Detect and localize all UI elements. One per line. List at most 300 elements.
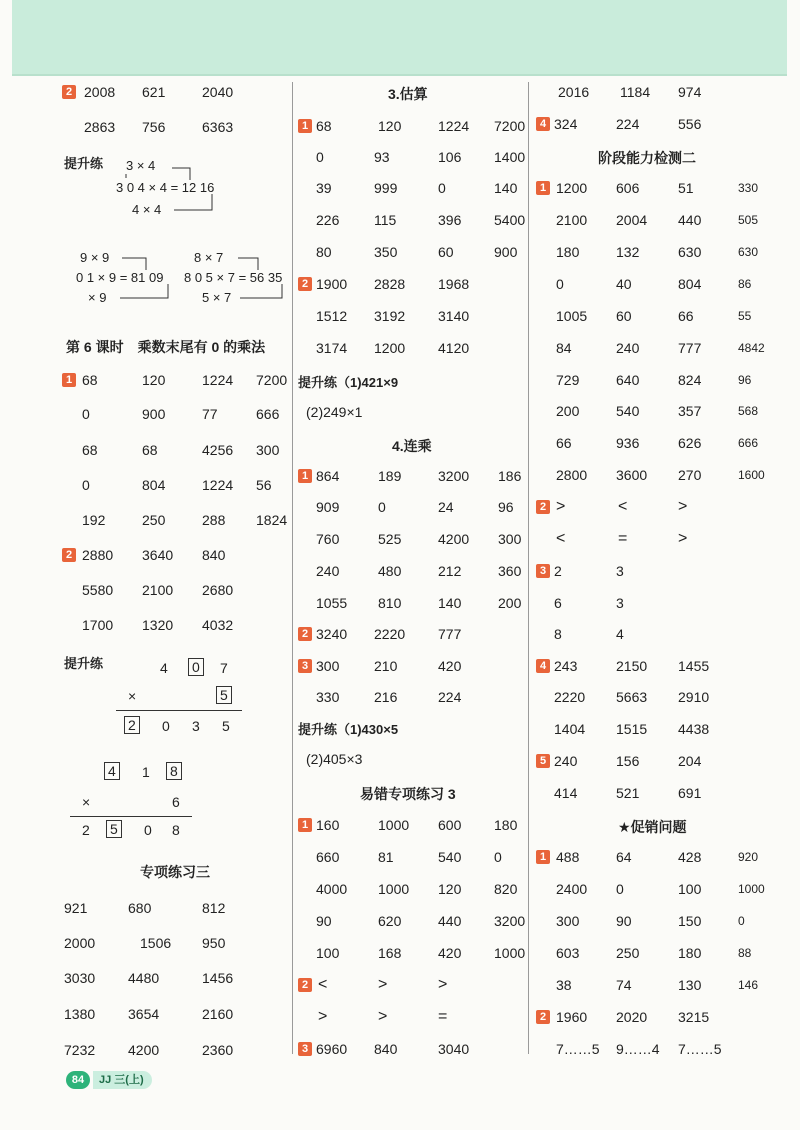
answer: 4120	[438, 340, 470, 356]
answer: 2910	[678, 689, 710, 705]
extension-answer: (2)405×3	[306, 751, 363, 767]
digit-boxed: 2	[124, 716, 140, 734]
answer: 100	[678, 881, 702, 897]
question-number-badge: 2	[62, 85, 76, 99]
vertical-multiplication	[70, 760, 210, 844]
answer: 24	[438, 499, 454, 515]
answer: 7……5	[556, 1041, 600, 1057]
answer: 77	[202, 406, 218, 422]
extension-label: 提升练	[64, 656, 104, 671]
answer: 4	[616, 626, 624, 642]
answer: 1224	[202, 477, 234, 493]
answer: 270	[678, 467, 702, 483]
answer: 1515	[616, 721, 648, 737]
answer: 620	[378, 913, 402, 929]
answer: 414	[554, 785, 578, 801]
answer: 900	[494, 244, 518, 260]
answer: 0	[438, 180, 446, 196]
answer: 936	[616, 435, 640, 451]
answer: 420	[438, 658, 462, 674]
answer: 0	[494, 849, 502, 865]
answer: 7200	[494, 118, 526, 134]
diagram-lines	[184, 250, 288, 310]
answer: 440	[438, 913, 462, 929]
section-title: 易错专项练习 3	[360, 786, 456, 802]
answer: 4200	[128, 1042, 160, 1058]
answer: 2000	[64, 935, 96, 951]
section-title: 4.连乘	[392, 438, 432, 454]
answer: 1700	[82, 617, 114, 633]
answer: 2680	[202, 582, 234, 598]
answer: 5580	[82, 582, 114, 598]
digit: 8	[172, 822, 180, 838]
answer: 920	[738, 850, 759, 864]
answer: 243	[554, 658, 578, 674]
answer: 168	[378, 945, 402, 961]
answer: 3654	[128, 1006, 160, 1022]
answer: 5400	[494, 212, 526, 228]
answer: 1000	[378, 881, 410, 897]
answer: 38	[556, 977, 572, 993]
answer: 200	[498, 595, 522, 611]
answer: 210	[374, 658, 398, 674]
answer: 189	[378, 468, 402, 484]
answer: 820	[494, 881, 518, 897]
answer: 1400	[494, 149, 526, 165]
answer: 2	[554, 563, 562, 579]
comparison-sign: >	[556, 498, 566, 515]
multiplication-diagram	[184, 250, 288, 310]
answer: 324	[554, 116, 578, 132]
answer: 2400	[556, 881, 588, 897]
page-number: 84	[66, 1071, 90, 1089]
question-number-badge: 1	[298, 469, 312, 483]
answer: 680	[128, 900, 152, 916]
answer: 921	[64, 900, 88, 916]
answer: 974	[678, 84, 702, 100]
answer: 428	[678, 849, 702, 865]
answer: 840	[374, 1041, 398, 1057]
question-number-badge: 3	[298, 1042, 312, 1056]
question-number-badge: 5	[536, 754, 550, 768]
answer: 4200	[438, 531, 470, 547]
answer: 1200	[556, 180, 588, 196]
answer: 1512	[316, 308, 348, 324]
answer: 630	[678, 244, 702, 260]
answer: 86	[738, 277, 752, 291]
answer: 3200	[438, 468, 470, 484]
answer: 777	[678, 340, 702, 356]
answer: 360	[498, 563, 522, 579]
answer: 300	[256, 442, 280, 458]
section-title: ★促销问题	[618, 819, 687, 835]
answer: 2220	[554, 689, 586, 705]
answer: 3140	[438, 308, 470, 324]
answer: 93	[374, 149, 390, 165]
question-number-badge: 1	[536, 850, 550, 864]
answer: 0	[556, 276, 564, 292]
answer: 1960	[556, 1009, 588, 1025]
answer: 330	[738, 181, 759, 195]
answer: 5663	[616, 689, 648, 705]
diagram-top: 9 × 9	[80, 250, 110, 265]
answer: 140	[494, 180, 518, 196]
answer: 9……4	[616, 1041, 660, 1057]
answer: 810	[378, 595, 402, 611]
answer: 115	[374, 212, 397, 228]
extension-answer: 提升练（1)421×9	[298, 375, 399, 390]
answer: 525	[378, 531, 402, 547]
answer: 56	[256, 477, 272, 493]
answer: 568	[738, 404, 759, 418]
answer: 224	[616, 116, 640, 132]
diagram-lines	[112, 158, 220, 228]
diagram-bottom: × 9	[88, 290, 107, 305]
answer: 3	[616, 595, 624, 611]
answer: 824	[678, 372, 702, 388]
answer: 4842	[738, 341, 765, 355]
digit: 2	[82, 822, 90, 838]
answer: 357	[678, 403, 702, 419]
answer: 1200	[374, 340, 406, 356]
answer: 40	[616, 276, 632, 292]
comparison-sign: <	[556, 530, 566, 547]
diagram-middle: 8 0 5 × 7 = 56 35	[184, 270, 283, 285]
answer: 350	[374, 244, 398, 260]
answer: 7232	[64, 1042, 96, 1058]
answer: 68	[82, 442, 98, 458]
answer: 130	[678, 977, 702, 993]
answer: 81	[378, 849, 394, 865]
answer: 300	[498, 531, 522, 547]
answer: 3174	[316, 340, 348, 356]
answer: 2100	[556, 212, 588, 228]
section-title: 专项练习三	[140, 864, 210, 880]
digit-boxed: 0	[188, 658, 204, 676]
answer: 640	[616, 372, 640, 388]
answer: 146	[738, 978, 759, 992]
answer: 3040	[438, 1041, 470, 1057]
answer: 2150	[616, 658, 648, 674]
question-number-badge: 3	[298, 659, 312, 673]
answer: 96	[498, 499, 514, 515]
column-divider	[292, 82, 293, 1054]
answer: 8	[554, 626, 562, 642]
answer: 6363	[202, 119, 234, 135]
answer: 240	[316, 563, 340, 579]
answer: 1600	[738, 468, 765, 482]
answer: 330	[316, 689, 340, 705]
rule-line	[70, 816, 192, 817]
answer: 1455	[678, 658, 710, 674]
comparison-sign: <	[618, 498, 628, 515]
answer: 68	[142, 442, 158, 458]
answer: 1000	[494, 945, 526, 961]
question-number-badge: 2	[298, 978, 312, 992]
answer: 1224	[438, 118, 470, 134]
question-number-badge: 1	[298, 818, 312, 832]
answer: 4480	[128, 970, 160, 986]
answer: 0	[738, 914, 745, 928]
digit: 0	[162, 718, 170, 734]
answer: 1000	[738, 882, 765, 896]
answer: 120	[378, 118, 402, 134]
multiplication-diagram	[72, 250, 174, 310]
digit: 4	[160, 660, 168, 676]
answer: 666	[256, 406, 280, 422]
digit-boxed: 4	[104, 762, 120, 780]
answer: 840	[202, 547, 226, 563]
extension-label: 提升练	[64, 156, 104, 171]
answer: 999	[374, 180, 398, 196]
answer: 2020	[616, 1009, 648, 1025]
answer: 1320	[142, 617, 174, 633]
answer: 2828	[374, 276, 406, 292]
answer: 6	[554, 595, 562, 611]
answer: 729	[556, 372, 580, 388]
question-number-badge: 1	[298, 119, 312, 133]
question-number-badge: 2	[62, 548, 76, 562]
diagram-bottom: 4 × 4	[132, 202, 162, 217]
answer: 0	[82, 477, 90, 493]
answer: 0	[316, 149, 324, 165]
answer: 420	[438, 945, 462, 961]
answer: 120	[142, 372, 166, 388]
answer: 0	[82, 406, 90, 422]
digit: 0	[144, 822, 152, 838]
diagram-bottom: 5 × 7	[202, 290, 232, 305]
diagram-lines	[72, 250, 174, 310]
answer: 2016	[558, 84, 590, 100]
digit-boxed: 5	[106, 820, 122, 838]
answer: 132	[616, 244, 640, 260]
book-label: JJ 三(上)	[93, 1071, 152, 1089]
comparison-sign: >	[318, 1008, 328, 1025]
answer: 64	[616, 849, 632, 865]
diagram-top: 3 × 4	[126, 158, 156, 173]
comparison-sign: >	[678, 530, 688, 547]
answer: 505	[738, 213, 759, 227]
answer: 1184	[620, 84, 651, 100]
answer: 0	[616, 881, 624, 897]
digit: 1	[142, 764, 150, 780]
answer: 3640	[142, 547, 174, 563]
answer: 606	[616, 180, 640, 196]
comparison-sign: >	[678, 498, 688, 515]
answer: 212	[438, 563, 462, 579]
digit: 5	[222, 718, 230, 734]
answer: 1900	[316, 276, 348, 292]
answer: 1968	[438, 276, 470, 292]
answer: 288	[202, 512, 226, 528]
answer: 68	[316, 118, 332, 134]
times-sign: ×	[128, 688, 137, 704]
answer: 396	[438, 212, 462, 228]
answer: 180	[556, 244, 580, 260]
question-number-badge: 1	[62, 373, 76, 387]
answer: 950	[202, 935, 226, 951]
answer: 200	[556, 403, 580, 419]
answer: 756	[142, 119, 166, 135]
answer: 300	[556, 913, 580, 929]
answer: 603	[556, 945, 580, 961]
question-number-badge: 2	[536, 500, 550, 514]
answer: 160	[316, 817, 340, 833]
question-number-badge: 1	[536, 181, 550, 195]
answer: 812	[202, 900, 226, 916]
answer: 691	[678, 785, 702, 801]
answer: 3192	[374, 308, 406, 324]
section-title: 3.估算	[388, 86, 428, 102]
answer: 1506	[140, 935, 172, 951]
answer: 540	[616, 403, 640, 419]
answer: 51	[678, 180, 694, 196]
question-number-badge: 2	[298, 277, 312, 291]
answer: 240	[616, 340, 640, 356]
answer: 2220	[374, 626, 406, 642]
answer: 226	[316, 212, 340, 228]
answer: 864	[316, 468, 340, 484]
answer: 100	[316, 945, 340, 961]
question-number-badge: 2	[298, 627, 312, 641]
comparison-sign: >	[438, 976, 448, 993]
answer: 96	[738, 373, 752, 387]
digit: 3	[192, 718, 200, 734]
comparison-sign: <	[318, 976, 328, 993]
diagram-middle: 0 1 × 9 = 81 09	[76, 270, 164, 285]
answer: 1824	[256, 512, 288, 528]
answer: 2360	[202, 1042, 234, 1058]
header-band	[12, 0, 787, 76]
answer: 90	[316, 913, 332, 929]
answer: 1380	[64, 1006, 96, 1022]
answer: 3200	[494, 913, 526, 929]
answer: 804	[678, 276, 702, 292]
answer: 777	[438, 626, 462, 642]
comparison-sign: >	[378, 1008, 388, 1025]
column-divider	[528, 82, 529, 1054]
answer: 0	[378, 499, 386, 515]
answer: 2863	[84, 119, 116, 135]
answer: 4256	[202, 442, 234, 458]
answer: 621	[142, 84, 166, 100]
answer: 4032	[202, 617, 234, 633]
answer: 3600	[616, 467, 648, 483]
lesson-title: 第 6 课时 乘数末尾有 0 的乘法	[66, 339, 266, 355]
answer: 180	[678, 945, 702, 961]
answer: 240	[554, 753, 578, 769]
answer: 4438	[678, 721, 710, 737]
answer: 4000	[316, 881, 348, 897]
answer: 1000	[378, 817, 410, 833]
extension-answer: (2)249×1	[306, 404, 363, 420]
answer: 2800	[556, 467, 588, 483]
answer: 2100	[142, 582, 174, 598]
answer: 55	[738, 309, 752, 323]
multiplication-diagram	[112, 158, 220, 228]
answer: 3215	[678, 1009, 710, 1025]
extension-answer: 提升练（1)430×5	[298, 722, 399, 737]
question-number-badge: 3	[536, 564, 550, 578]
answer: 3030	[64, 970, 96, 986]
answer: 60	[438, 244, 454, 260]
answer: 84	[556, 340, 572, 356]
answer: 1005	[556, 308, 588, 324]
answer: 900	[142, 406, 166, 422]
answer: 180	[494, 817, 518, 833]
times-sign: ×	[82, 794, 91, 810]
digit: 6	[172, 794, 180, 810]
answer: 540	[438, 849, 462, 865]
answer: 2160	[202, 1006, 234, 1022]
digit-boxed: 5	[216, 686, 232, 704]
answer: 760	[316, 531, 340, 547]
answer: 666	[738, 436, 759, 450]
answer: 106	[438, 149, 462, 165]
answer: 204	[678, 753, 702, 769]
answer: 909	[316, 499, 340, 515]
answer: 250	[616, 945, 640, 961]
answer: 1055	[316, 595, 348, 611]
answer: 120	[438, 881, 462, 897]
answer: 1456	[202, 970, 234, 986]
comparison-sign: =	[618, 530, 628, 547]
question-number-badge: 4	[536, 117, 550, 131]
answer: 60	[616, 308, 632, 324]
answer: 626	[678, 435, 702, 451]
answer: 440	[678, 212, 702, 228]
diagram-top: 8 × 7	[194, 250, 224, 265]
answer: 80	[316, 244, 332, 260]
answer: 660	[316, 849, 340, 865]
question-number-badge: 4	[536, 659, 550, 673]
answer: 66	[678, 308, 694, 324]
answer: 192	[82, 512, 106, 528]
answer: 68	[82, 372, 98, 388]
answer: 6960	[316, 1041, 348, 1057]
answer: 2004	[616, 212, 648, 228]
answer: 224	[438, 689, 462, 705]
answer: 556	[678, 116, 702, 132]
answer: 3	[616, 563, 624, 579]
answer: 88	[738, 946, 752, 960]
answer: 156	[616, 753, 640, 769]
answer: 1404	[554, 721, 586, 737]
comparison-sign: >	[378, 976, 388, 993]
answer: 66	[556, 435, 572, 451]
comparison-sign: =	[438, 1008, 448, 1025]
section-title: 阶段能力检测二	[598, 150, 696, 166]
answer: 216	[374, 689, 398, 705]
answer: 480	[378, 563, 402, 579]
answer: 74	[616, 977, 632, 993]
digit-boxed: 8	[166, 762, 182, 780]
answer: 521	[616, 785, 640, 801]
answer: 488	[556, 849, 580, 865]
answer: 150	[678, 913, 702, 929]
diagram-middle: 3 0 4 × 4 = 12 16	[116, 180, 215, 195]
answer: 630	[738, 245, 759, 259]
answer: 186	[498, 468, 522, 484]
answer: 140	[438, 595, 462, 611]
answer: 90	[616, 913, 632, 929]
answer: 2880	[82, 547, 114, 563]
answer: 39	[316, 180, 332, 196]
answer: 600	[438, 817, 462, 833]
answer: 2008	[84, 84, 116, 100]
answer: 2040	[202, 84, 234, 100]
answer: 804	[142, 477, 166, 493]
